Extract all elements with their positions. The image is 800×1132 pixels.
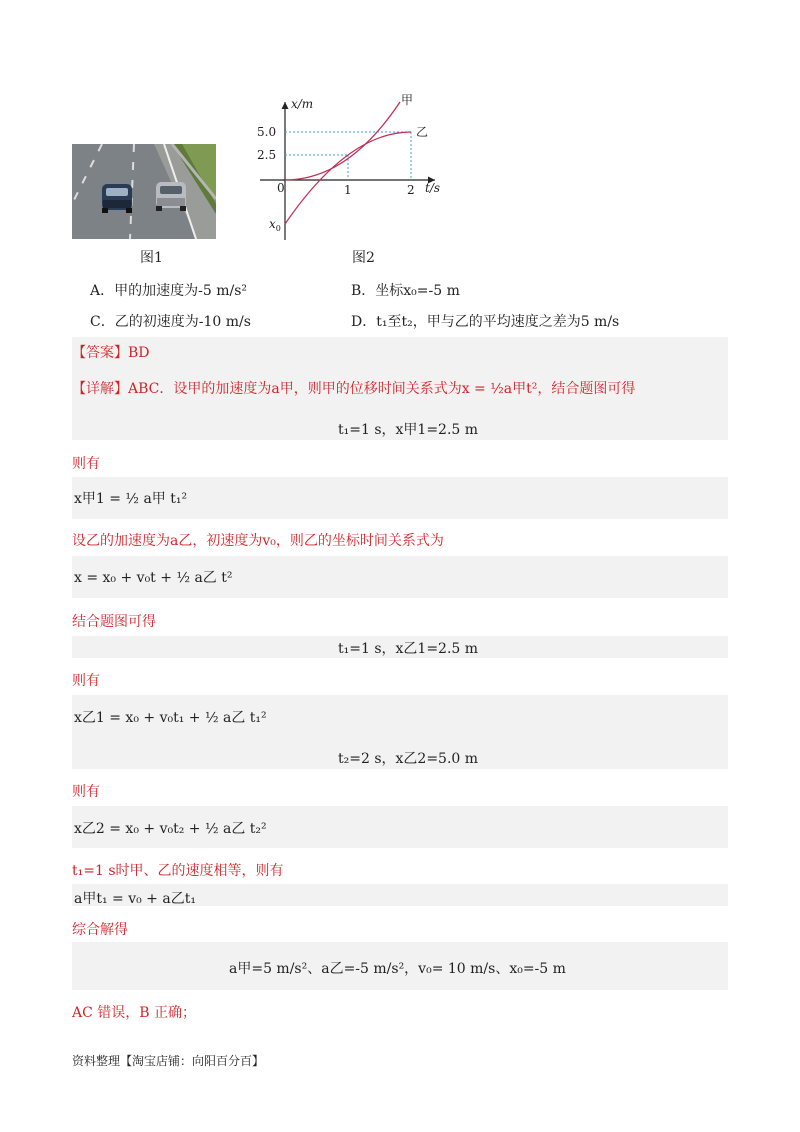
answer-text: 【答案】BD [72,345,150,361]
option-b: B．坐标x₀=-5 m [351,283,460,299]
then3: 则有 [72,784,100,800]
curve-jia-label: 甲 [401,93,414,107]
origin-label: 0 [277,181,285,195]
eq4: t₁=1 s，x乙1=2.5 m [338,641,479,657]
highway-photo [72,144,216,239]
option-a: A．甲的加速度为-5 m/s² [90,283,247,299]
cond: t₁=1 s时甲、乙的速度相等，则有 [72,863,284,879]
intro2: 设乙的加速度为a乙，初速度为v₀，则乙的坐标时间关系式为 [72,533,444,549]
eq2: x甲1 = ½ a甲 t₁² [74,491,188,507]
footer-note: 资料整理【淘宝店铺：向阳百分百】 [72,1054,265,1068]
xt-graph [255,92,455,242]
combine: 结合题图可得 [72,614,156,630]
eq5: x乙1 = x₀ + v₀t₁ + ½ a乙 t₁² [74,710,267,726]
y-axis-label: x/m [291,97,314,111]
then2: 则有 [72,673,100,689]
figure2-caption: 图2 [352,250,375,266]
x-tick-1: 1 [344,183,352,197]
curve-jia [285,102,400,180]
x-axis-label: t/s [425,181,441,195]
option-d: D．t₁至t₂，甲与乙的平均速度之差为5 m/s [351,314,620,330]
x-tick-2: 2 [407,183,415,197]
eq9: a甲=5 m/s²、a乙=-5 m/s²，v₀= 10 m/s、x₀=-5 m [229,961,566,977]
eq8: a甲t₁ = v₀ + a乙t₁ [74,891,196,907]
eq6: t₂=2 s，x乙2=5.0 m [338,751,479,767]
option-c: C．乙的初速度为-10 m/s [90,314,251,330]
y-tick-2.5: 2.5 [257,148,277,162]
solve: 综合解得 [72,922,128,938]
eq7: x乙2 = x₀ + v₀t₂ + ½ a乙 t₂² [74,821,267,837]
curve-yi-label: 乙 [416,125,429,139]
then1: 则有 [72,456,100,472]
conclusion: AC 错误，B 正确； [72,1005,197,1021]
y-tick-5: 5.0 [257,125,277,139]
eq3: x = x₀ + v₀t + ½ a乙 t² [74,570,233,586]
eq1: t₁=1 s，x甲1=2.5 m [338,422,479,438]
detail-intro: 【详解】ABC．设甲的加速度为a甲，则甲的位移时间关系式为x = ½a甲t²，结合题图可得 [72,381,636,397]
figure1-caption: 图1 [140,250,163,266]
x0-label: $x_0$ [269,217,281,233]
